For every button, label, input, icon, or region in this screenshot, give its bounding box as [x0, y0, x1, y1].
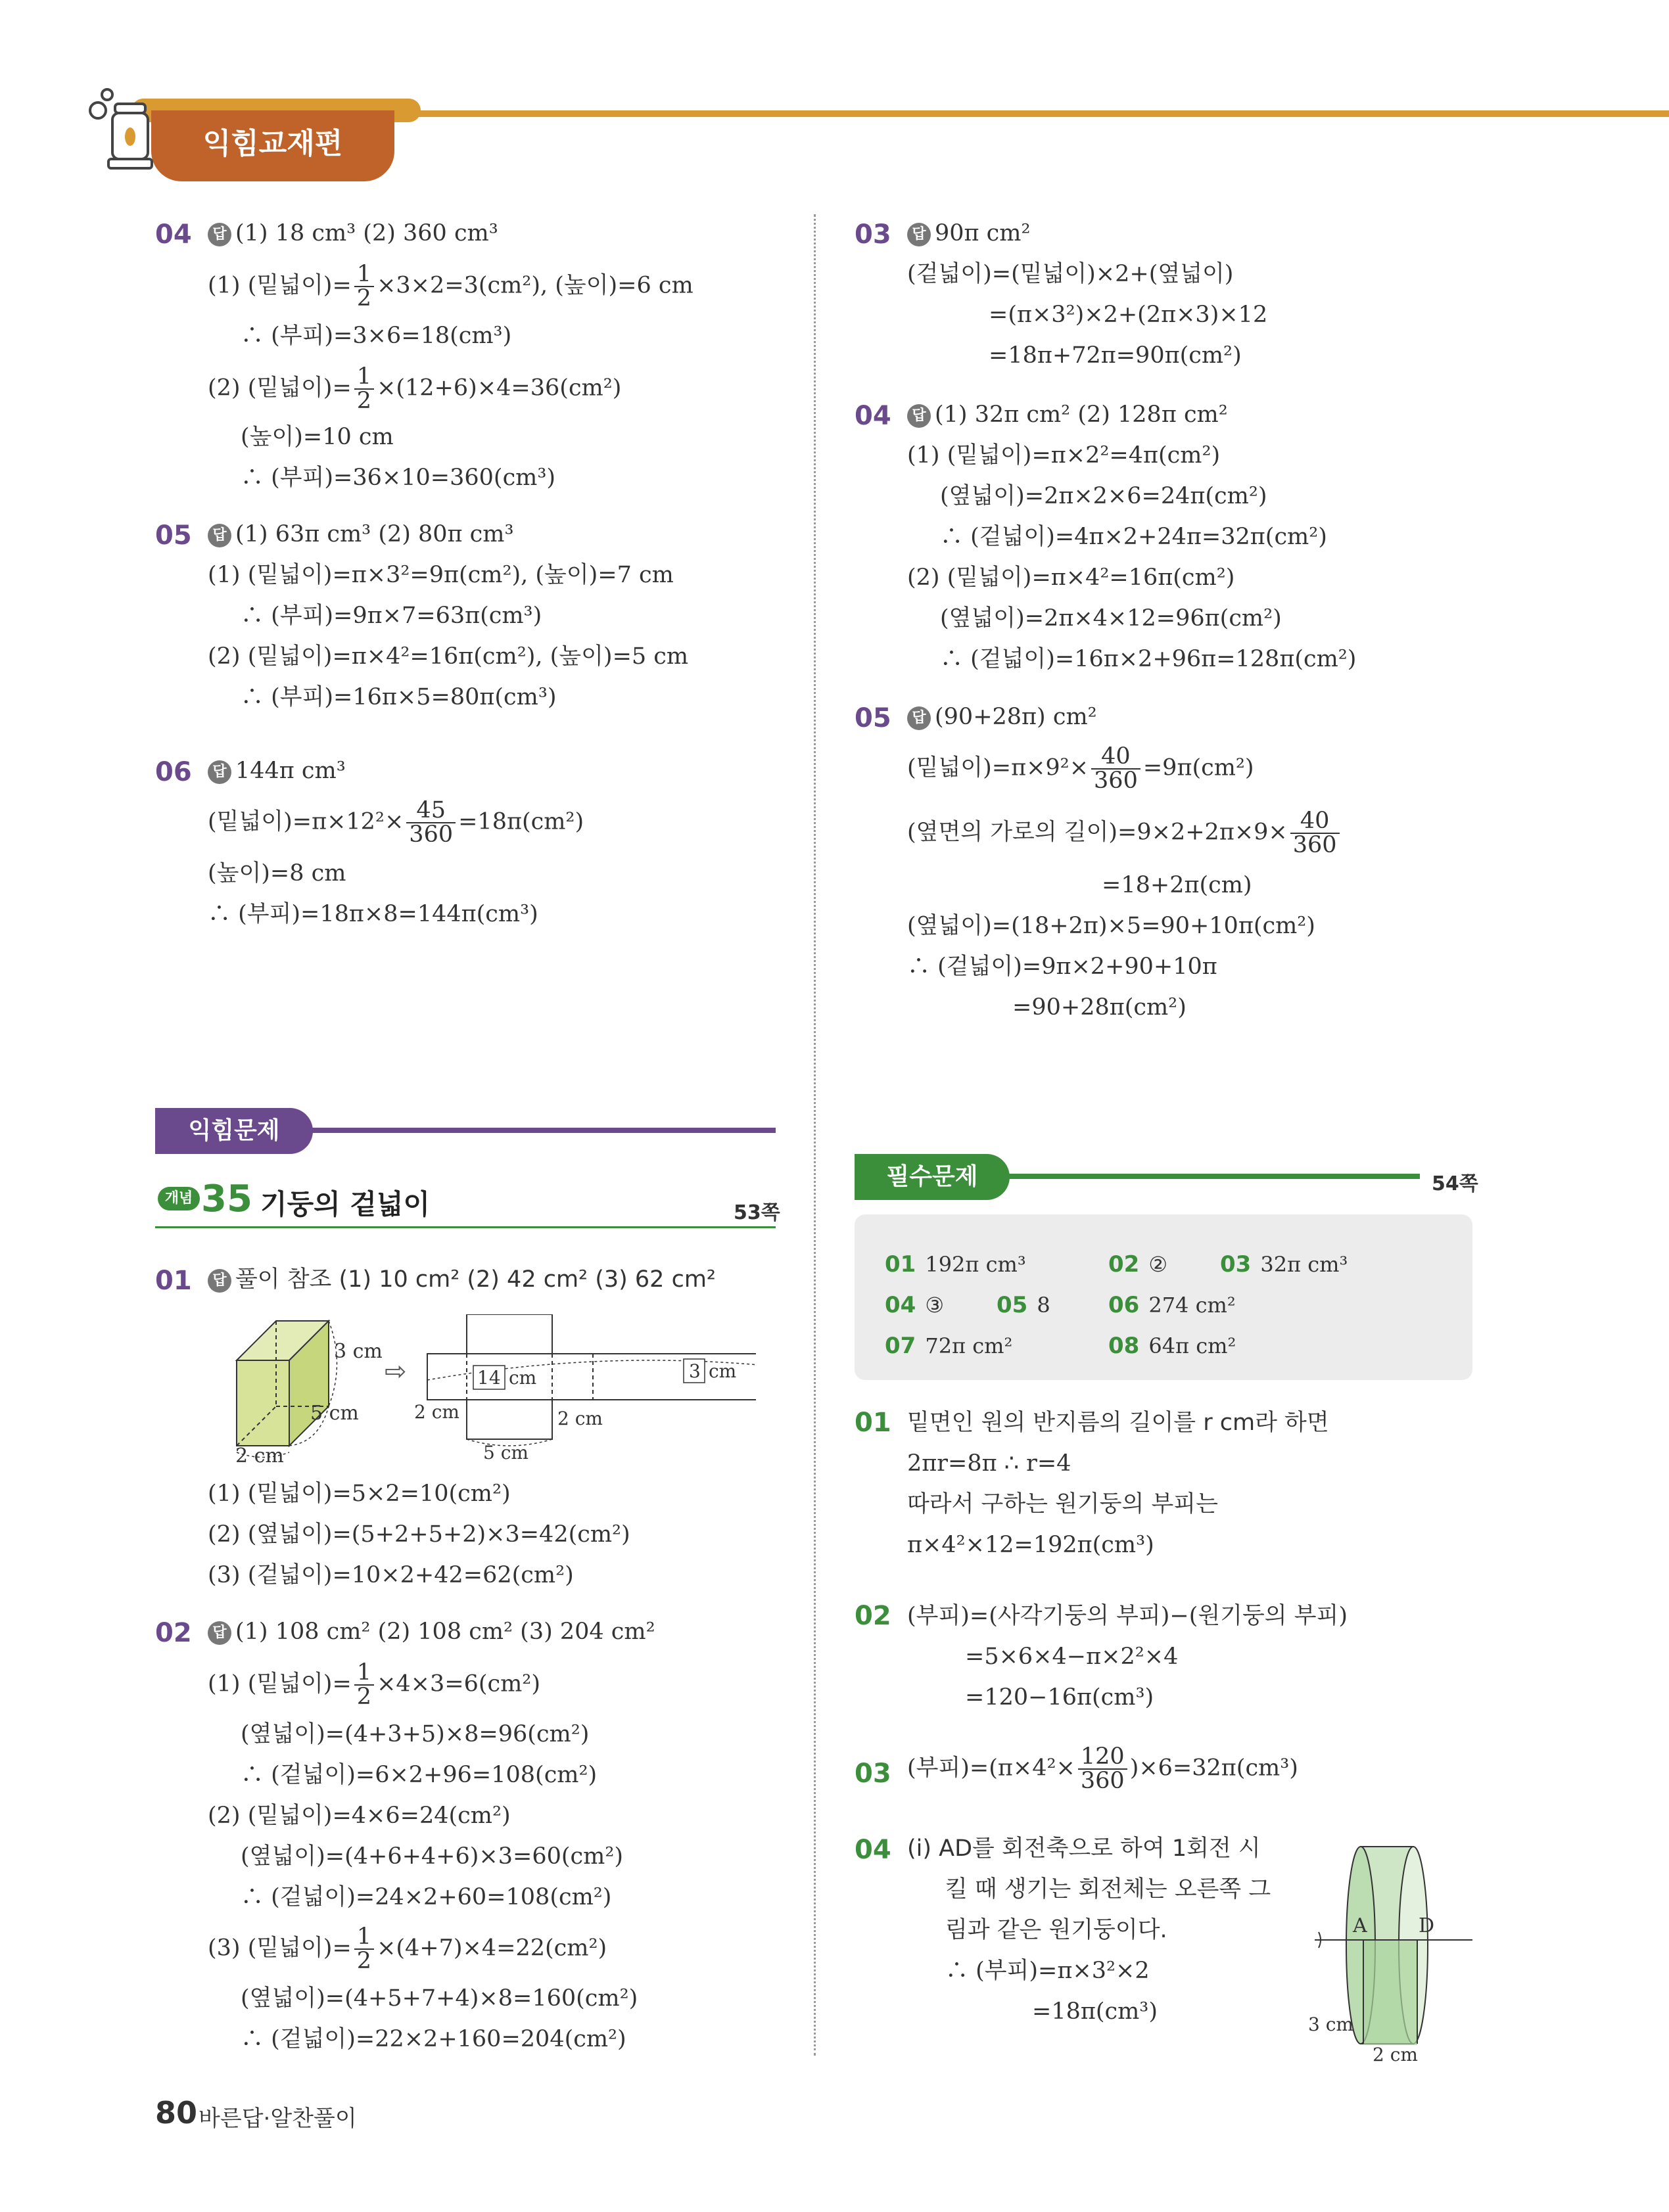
fig-height-label: 2 cm [1373, 2044, 1418, 2063]
summary-item [885, 1251, 1026, 1278]
solution-line: (높이)=10 cm [241, 424, 394, 450]
solution-line: =120−16π(cm³) [965, 1684, 1154, 1711]
summary-item-number: 02 [1108, 1251, 1140, 1278]
solution-line: ∴ (부피)=36×10=360(cm³) [241, 465, 556, 491]
summary-item-value: 72π cm² [925, 1333, 1013, 1358]
answer-line: 답 풀이 참조 (1) 10 cm² (2) 42 cm² (3) 62 cm² [208, 1268, 716, 1293]
summary-item-number: 04 [885, 1292, 916, 1318]
lantern-icon [89, 84, 161, 183]
summary-item-value: 8 [1037, 1293, 1050, 1318]
question-number: 04 [855, 401, 891, 431]
answer-badge: 답 [907, 223, 931, 246]
solution-line: (2) (밑넓이)=4×6=24(cm²) [208, 1803, 511, 1829]
page-number: 80 [155, 2095, 198, 2131]
answer-line: 답 (1) 32π cm² (2) 128π cm² [907, 403, 1228, 428]
answer-line: 답 144π cm³ [208, 760, 346, 784]
cylinder-figure [1308, 1840, 1479, 2063]
fig-label-g: 2 cm [557, 1408, 603, 1429]
solution-line: (옆넓이)=2π×4×12=96π(cm²) [940, 605, 1282, 632]
summary-item [1108, 1333, 1236, 1359]
solution-line: (ⅰ) AD를 회전축으로 하여 1회전 시 [907, 1835, 1261, 1862]
answer-badge: 답 [208, 1269, 231, 1293]
fig-label-h: 5 cm [483, 1442, 529, 1463]
solution-line: (옆넓이)=(4+3+5)×8=96(cm²) [241, 1721, 590, 1747]
solution-line: ∴ (부피)=18π×8=144π(cm³) [208, 901, 538, 927]
fig-point-a: A [1353, 1914, 1367, 1937]
concept-rule [155, 1226, 776, 1228]
summary-item [885, 1333, 1012, 1359]
fig-point-d: D [1419, 1914, 1435, 1937]
solution-line: (1) (밑넓이)=5×2=10(cm²) [208, 1481, 511, 1507]
summary-item [1108, 1292, 1236, 1318]
solution-line: 2πr=8π ∴ r=4 [907, 1450, 1071, 1477]
section-tab: 필수문제 [855, 1154, 1010, 1200]
solution-line: (2) (밑넓이)= $\frac{1}{2}$ ×(12+6)×4=36(cm²) [208, 363, 622, 414]
header-rule [368, 110, 1669, 117]
answer-badge: 답 [907, 404, 931, 428]
section-tab: 익힘문제 [155, 1108, 313, 1154]
answer-badge: 답 [208, 760, 231, 784]
footer-title: 바른답·알찬풀이 [199, 2106, 357, 2132]
page-title: 익힘교재편 [202, 127, 343, 160]
summary-item-number: 03 [1220, 1251, 1252, 1278]
solution-line: ∴ (겉넓이)=9π×2+90+10π [907, 954, 1217, 980]
answer-line: 답 (1) 108 cm² (2) 108 cm² (3) 204 cm² [208, 1621, 655, 1645]
solution-line: (밑넓이)=π×9²× $\frac{40}{360}$ =9π(cm²) [907, 743, 1254, 794]
solution-line: =90+28π(cm²) [1012, 994, 1187, 1021]
solution-line: (3) (밑넓이)= $\frac{1}{2}$ ×(4+7)×4=22(cm²) [208, 1924, 607, 1974]
question-number: 02 [855, 1601, 891, 1631]
solution-line: (1) (밑넓이)= $\frac{1}{2}$ ×4×3=6(cm²) [208, 1659, 540, 1710]
solution-line: ∴ (부피)=π×3²×2 [945, 1958, 1150, 1984]
fig-label-f: 2 cm [414, 1401, 459, 1423]
fig-label-e-unit: cm [709, 1360, 737, 1382]
solution-line: (2) (옆넓이)=(5+2+5+2)×3=42(cm²) [208, 1521, 630, 1548]
page-reference: 53쪽 [734, 1201, 780, 1224]
summary-item-number: 01 [885, 1251, 916, 1278]
summary-item-number: 06 [1108, 1292, 1140, 1318]
solution-line: (겉넓이)=(밑넓이)×2+(옆넓이) [907, 261, 1234, 287]
solution-line: =(π×3²)×2+(2π×3)×12 [989, 302, 1268, 328]
fig-label-e: 3 [689, 1360, 701, 1382]
answer-line: 답 (1) 18 cm³ (2) 360 cm³ [208, 222, 498, 246]
answer-badge: 답 [208, 524, 231, 547]
summary-item [885, 1292, 944, 1318]
fig-label-d-unit: cm [509, 1367, 537, 1389]
solution-line: =5×6×4−π×2²×4 [965, 1644, 1179, 1670]
solution-line: 밑면인 원의 반지름의 길이를 r cm라 하면 [907, 1410, 1329, 1436]
solution-line: (옆넓이)=(18+2π)×5=90+10π(cm²) [907, 913, 1315, 939]
question-number: 04 [855, 1835, 891, 1865]
answer-line: 답 90π cm² [907, 222, 1031, 246]
prism-net-figure [230, 1314, 756, 1465]
answer-line: 답 (1) 63π cm³ (2) 80π cm³ [208, 523, 514, 547]
solution-line: (부피)=(π×4²× $\frac{120}{360}$ )×6=32π(cm³) [907, 1743, 1298, 1794]
solution-line: (1) (밑넓이)=π×2²=4π(cm²) [907, 442, 1221, 469]
concept-number: 35 [201, 1178, 252, 1220]
solution-line: ∴ (부피)=3×6=18(cm³) [241, 323, 512, 349]
question-number: 03 [855, 1759, 891, 1789]
fig-label-d: 14 [477, 1367, 501, 1389]
solution-line: ∴ (부피)=16π×5=80π(cm³) [241, 684, 557, 710]
concept-badge: 개념 [158, 1187, 200, 1210]
solution-line: 킬 때 생기는 회전체는 오른쪽 그 [945, 1876, 1271, 1902]
solution-line: ∴ (겉넓이)=16π×2+96π=128π(cm²) [940, 646, 1357, 672]
summary-item [1220, 1251, 1348, 1278]
summary-item-value: 192π cm³ [925, 1252, 1026, 1277]
question-number: 01 [855, 1408, 891, 1438]
solution-line: (3) (겉넓이)=10×2+42=62(cm²) [208, 1562, 574, 1588]
solution-line: =18+2π(cm) [1102, 872, 1252, 898]
summary-item [997, 1292, 1050, 1318]
solution-line: ∴ (겉넓이)=22×2+160=204(cm²) [241, 2026, 626, 2052]
solution-line: (옆면의 가로의 길이)=9×2+2π×9× $\frac{40}{360}$ [907, 810, 1342, 857]
solution-line: 림과 같은 원기둥이다. [945, 1917, 1167, 1943]
answer-line: 답 (90+28π) cm² [907, 706, 1097, 730]
solution-line: =18π(cm³) [1032, 1998, 1158, 2025]
question-number: 05 [855, 703, 891, 733]
column-divider [814, 214, 816, 2056]
summary-item-number: 08 [1108, 1333, 1140, 1359]
question-number: 05 [155, 520, 192, 551]
fig-label-a: 3 cm [334, 1340, 383, 1363]
summary-item-value: ③ [925, 1293, 945, 1318]
solution-line: (부피)=(사각기둥의 부피)−(원기둥의 부피) [907, 1603, 1348, 1629]
question-number: 01 [155, 1266, 192, 1296]
solution-line: 따라서 구하는 원기둥의 부피는 [907, 1491, 1218, 1517]
concept-title: 기둥의 겉넓이 [260, 1188, 431, 1220]
arrow-icon: ⇨ [385, 1356, 407, 1387]
solution-line: (옆넓이)=(4+6+4+6)×3=60(cm²) [241, 1843, 624, 1870]
answer-badge: 답 [208, 223, 231, 246]
summary-item [1108, 1251, 1167, 1278]
summary-item-value: ② [1148, 1252, 1168, 1277]
fig-radius-label: 3 cm [1308, 2014, 1353, 2035]
summary-item-value: 32π cm³ [1260, 1252, 1348, 1277]
solution-line: ∴ (겉넓이)=24×2+60=108(cm²) [241, 1884, 612, 1910]
solution-line: π×4²×12=192π(cm³) [907, 1532, 1154, 1558]
solution-line: (밑넓이)=π×12²× $\frac{45}{360}$ =18π(cm²) [208, 797, 584, 848]
solution-line: (높이)=8 cm [208, 860, 346, 887]
summary-item-number: 05 [997, 1292, 1028, 1318]
question-number: 04 [155, 219, 192, 250]
solution-line: (2) (밑넓이)=π×4²=16π(cm²) [907, 565, 1235, 591]
solution-line: (2) (밑넓이)=π×4²=16π(cm²), (높이)=5 cm [208, 643, 689, 670]
solution-line: (옆넓이)=2π×2×6=24π(cm²) [940, 483, 1267, 509]
question-number: 02 [155, 1618, 192, 1648]
summary-item-value: 64π cm² [1148, 1333, 1236, 1358]
answer-badge: 답 [907, 706, 931, 730]
summary-item-number: 07 [885, 1333, 916, 1359]
solution-line: (옆넓이)=(4+5+7+4)×8=160(cm²) [241, 1985, 638, 2012]
solution-line: =18π+72π=90π(cm²) [989, 342, 1242, 369]
fig-label-c: 2 cm [235, 1444, 284, 1465]
page-reference: 54쪽 [1432, 1172, 1478, 1195]
summary-item-value: 274 cm² [1148, 1293, 1236, 1318]
solution-line: (1) (밑넓이)=π×3²=9π(cm²), (높이)=7 cm [208, 562, 674, 588]
question-number: 06 [155, 757, 192, 787]
solution-line: (1) (밑넓이)= $\frac{1}{2}$ ×3×2=3(cm²), (높이)=6 cm [208, 261, 693, 311]
solution-line: ∴ (겉넓이)=6×2+96=108(cm²) [241, 1762, 598, 1788]
solution-line: ∴ (겉넓이)=4π×2+24π=32π(cm²) [940, 524, 1327, 550]
fig-label-b: 5 cm [310, 1402, 359, 1425]
question-number: 03 [855, 219, 891, 250]
solution-line: ∴ (부피)=9π×7=63π(cm³) [241, 603, 542, 629]
answer-badge: 답 [208, 1621, 231, 1645]
